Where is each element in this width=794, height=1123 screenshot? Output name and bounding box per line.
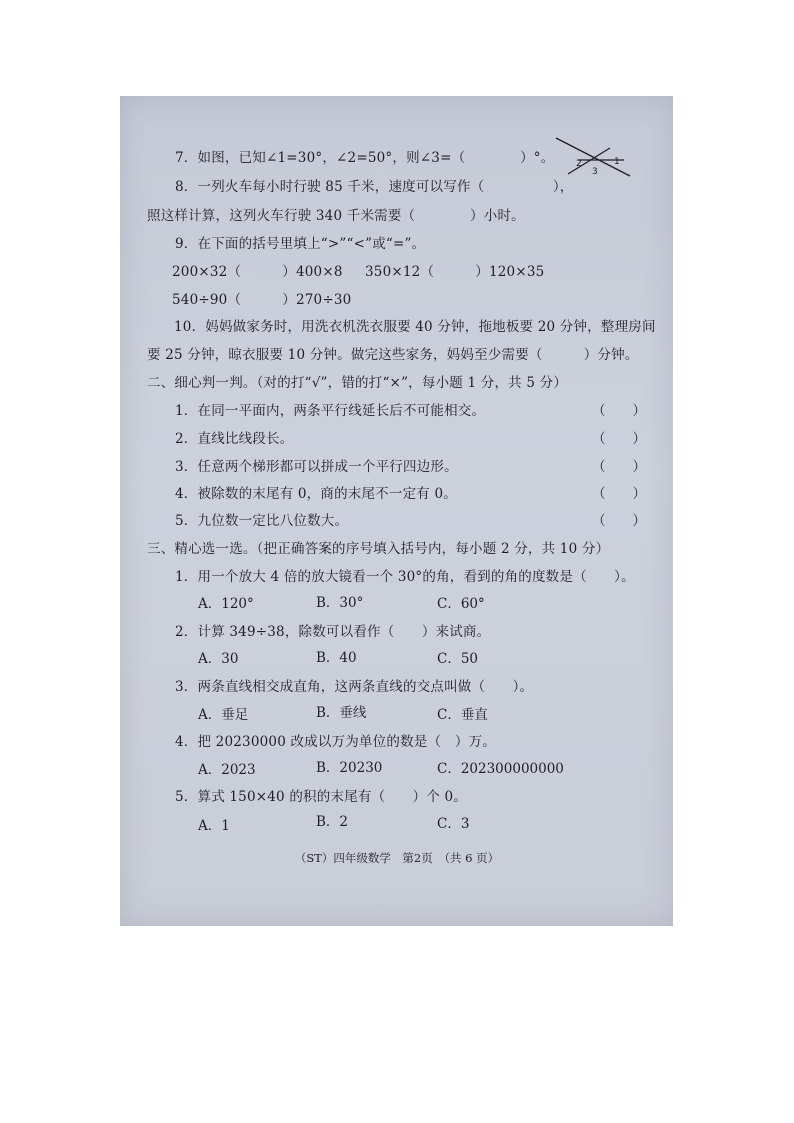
- judge-answer-paren-2[interactable]: （ ）: [592, 431, 646, 447]
- page-footer: （ST）四年级数学 第2页 （共 6 页）: [294, 851, 500, 865]
- choice-question-4: 4．把 20230000 改成以万为单位的数是（ ）万。: [175, 734, 496, 750]
- judge-answer-paren-1[interactable]: （ ）: [592, 403, 646, 419]
- choice-4-option-b[interactable]: B．20230: [316, 760, 383, 776]
- question-9-compare-2: 350×12（ ）120×35: [365, 264, 545, 280]
- judge-item-1: 1．在同一平面内，两条平行线延长后不可能相交。: [175, 403, 486, 419]
- choice-5-option-c[interactable]: C．3: [437, 816, 470, 832]
- choice-question-5: 5．算式 150×40 的积的末尾有（ ）个 0。: [175, 789, 468, 805]
- judge-item-5: 5．九位数一定比八位数大。: [175, 513, 349, 529]
- choice-1-option-c[interactable]: C．60°: [437, 596, 485, 612]
- choice-question-3: 3．两条直线相交成直角，这两条直线的交点叫做（ ）。: [175, 679, 534, 695]
- judge-answer-paren-4[interactable]: （ ）: [592, 486, 646, 502]
- section-3-heading: 三、精心选一选。（把正确答案的序号填入括号内，每小题 2 分，共 10 分）: [147, 541, 610, 557]
- choice-3-option-b[interactable]: B．垂线: [316, 705, 367, 721]
- choice-1-option-b[interactable]: B．30°: [316, 595, 364, 611]
- question-8-line1: 8．一列火车每小时行驶 85 千米，速度可以写作（ ），: [175, 179, 574, 195]
- choice-4-option-a[interactable]: A．2023: [198, 762, 256, 778]
- choice-3-option-a[interactable]: A．垂足: [198, 707, 249, 723]
- choice-3-option-c[interactable]: C．垂直: [437, 707, 488, 723]
- section-2-heading: 二、细心判一判。（对的打“√”，错的打“×”，每小题 1 分，共 5 分）: [147, 375, 568, 391]
- figure-label-1: 1: [614, 157, 620, 167]
- judge-answer-paren-3[interactable]: （ ）: [592, 459, 646, 475]
- angle-figure: [548, 134, 634, 178]
- choice-2-option-c[interactable]: C．50: [437, 651, 479, 667]
- figure-line-b: [568, 148, 610, 174]
- question-8-line2: 照这样计算，这列火车行驶 340 千米需要（ ）小时。: [147, 208, 525, 224]
- question-9: 9．在下面的括号里填上“>”“<”或“=”。: [175, 236, 426, 252]
- choice-2-option-b[interactable]: B．40: [316, 650, 357, 666]
- question-9-compare-1: 200×32（ ）400×8: [172, 264, 343, 280]
- judge-answer-paren-5[interactable]: （ ）: [592, 513, 646, 529]
- question-7: 7．如图，已知∠1=30°，∠2=50°，则∠3=（ ）°。: [175, 150, 555, 166]
- question-10-line2: 要 25 分钟，晾衣服要 10 分钟。做完这些家务，妈妈至少需要（ ）分钟。: [147, 347, 639, 363]
- choice-2-option-a[interactable]: A．30: [198, 651, 239, 667]
- figure-label-2: 2: [576, 159, 582, 169]
- choice-question-2: 2．计算 349÷38，除数可以看作（ ）来试商。: [175, 624, 491, 640]
- choice-4-option-c[interactable]: C．202300000000: [437, 761, 564, 777]
- judge-item-2: 2．直线比线段长。: [175, 431, 294, 447]
- judge-item-3: 3．任意两个梯形都可以拼成一个平行四边形。: [175, 459, 458, 475]
- question-9-compare-3: 540÷90（ ）270÷30: [172, 292, 352, 308]
- choice-question-1: 1．用一个放大 4 倍的放大镜看一个 30°的角，看到的角的度数是（ ）。: [175, 569, 635, 585]
- judge-item-4: 4．被除数的末尾有 0，商的末尾不一定有 0。: [175, 486, 457, 502]
- choice-5-option-b[interactable]: B．2: [316, 814, 349, 830]
- figure-label-3: 3: [592, 167, 598, 177]
- question-10-line1: 10．妈妈做家务时，用洗衣机洗衣服要 40 分钟，拖地板要 20 分钟，整理房间: [174, 319, 656, 335]
- choice-5-option-a[interactable]: A．1: [198, 818, 230, 834]
- choice-1-option-a[interactable]: A．120°: [198, 596, 254, 612]
